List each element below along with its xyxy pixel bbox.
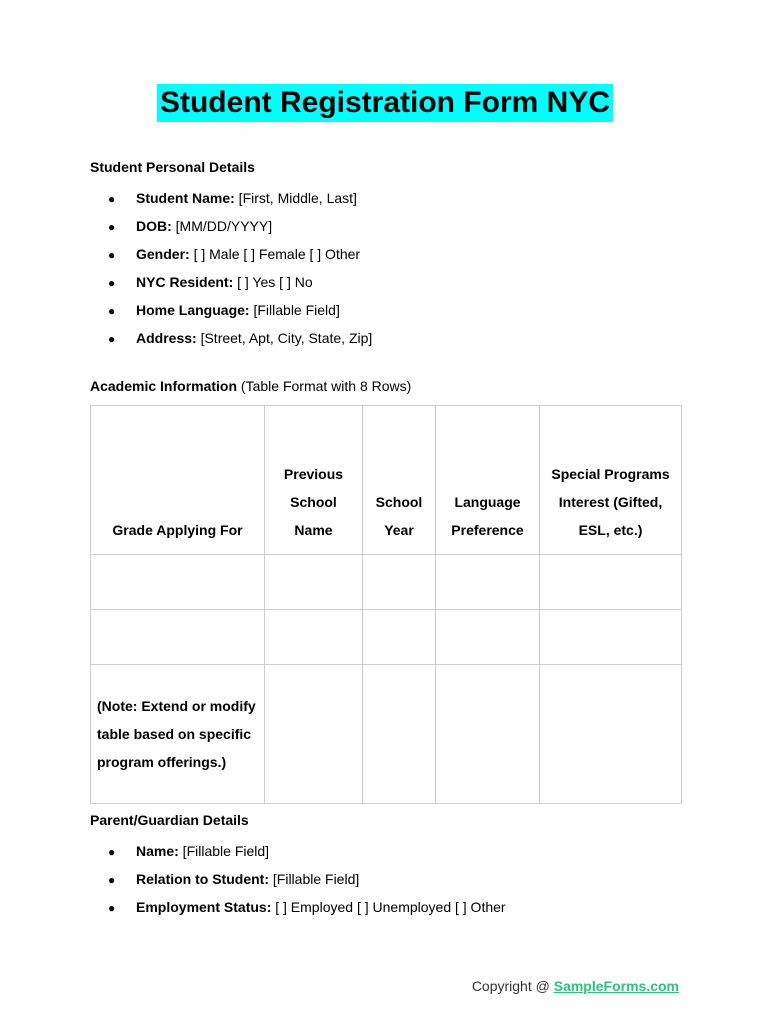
- table-cell[interactable]: [363, 555, 436, 610]
- table-cell[interactable]: [436, 555, 540, 610]
- col-special-programs: Special Programs Interest (Gifted, ESL, etc.): [540, 406, 682, 555]
- field-dob[interactable]: ● DOB: [MM/DD/YYYY]: [108, 212, 372, 240]
- field-nyc-resident[interactable]: ● NYC Resident: [ ] Yes [ ] No: [108, 268, 372, 296]
- table-cell[interactable]: [540, 610, 682, 665]
- table-cell[interactable]: [265, 665, 363, 804]
- copyright-text: Copyright @: [471, 978, 554, 994]
- table-cell[interactable]: [91, 610, 265, 665]
- table-cell[interactable]: [363, 610, 436, 665]
- academic-heading: Academic Information (Table Format with 8 Rows): [90, 378, 412, 394]
- title-wrap: [0, 84, 770, 122]
- bullet-icon: ●: [108, 332, 116, 346]
- col-language-preference: Language Preference: [436, 406, 540, 555]
- field-student-name[interactable]: ● Student Name: [First, Middle, Last]: [108, 184, 372, 212]
- personal-heading: Student Personal Details: [90, 159, 255, 175]
- field-gender[interactable]: ● Gender: [ ] Male [ ] Female [ ] Other: [108, 240, 372, 268]
- personal-details-list: [108, 184, 372, 352]
- table-note-cell: [91, 665, 265, 804]
- page-title: Student Registration Form NYC: [157, 84, 613, 122]
- academic-table: [90, 405, 682, 804]
- col-grade-applying: Grade Applying For: [91, 406, 265, 555]
- field-employment-status[interactable]: ● Employment Status: [ ] Employed [ ] Unemployed [ ] Other: [108, 893, 506, 921]
- bullet-icon: ●: [108, 192, 116, 206]
- table-cell[interactable]: [436, 665, 540, 804]
- col-school-year: School Year: [363, 406, 436, 555]
- guardian-details-list: [108, 837, 506, 921]
- field-home-language[interactable]: ● Home Language: [Fillable Field]: [108, 296, 372, 324]
- table-row: [91, 555, 682, 610]
- brand-link[interactable]: SampleForms.com: [553, 978, 679, 994]
- bullet-icon: ●: [108, 220, 116, 234]
- table-cell[interactable]: [436, 610, 540, 665]
- field-address[interactable]: ● Address: [Street, Apt, City, State, Zip]: [108, 324, 372, 352]
- bullet-icon: ●: [108, 901, 116, 915]
- table-cell[interactable]: [363, 665, 436, 804]
- table-cell[interactable]: [540, 555, 682, 610]
- field-guardian-name[interactable]: ● Name: [Fillable Field]: [108, 837, 506, 865]
- bullet-icon: ●: [108, 845, 116, 859]
- guardian-heading: Parent/Guardian Details: [90, 812, 249, 828]
- table-cell[interactable]: [265, 610, 363, 665]
- copyright-footer: [472, 978, 679, 994]
- table-row: [91, 610, 682, 665]
- table-cell[interactable]: [91, 555, 265, 610]
- table-cell[interactable]: [265, 555, 363, 610]
- table-note: (Note: Extend or modify table based on specific program offerings.): [97, 698, 256, 770]
- field-relation[interactable]: ● Relation to Student: [Fillable Field]: [108, 865, 506, 893]
- table-header-row: [91, 406, 682, 555]
- table-row: [91, 665, 682, 804]
- table-cell[interactable]: [540, 665, 682, 804]
- col-previous-school: Previous School Name: [265, 406, 363, 555]
- bullet-icon: ●: [108, 304, 116, 318]
- bullet-icon: ●: [108, 248, 116, 262]
- bullet-icon: ●: [108, 873, 116, 887]
- bullet-icon: ●: [108, 276, 116, 290]
